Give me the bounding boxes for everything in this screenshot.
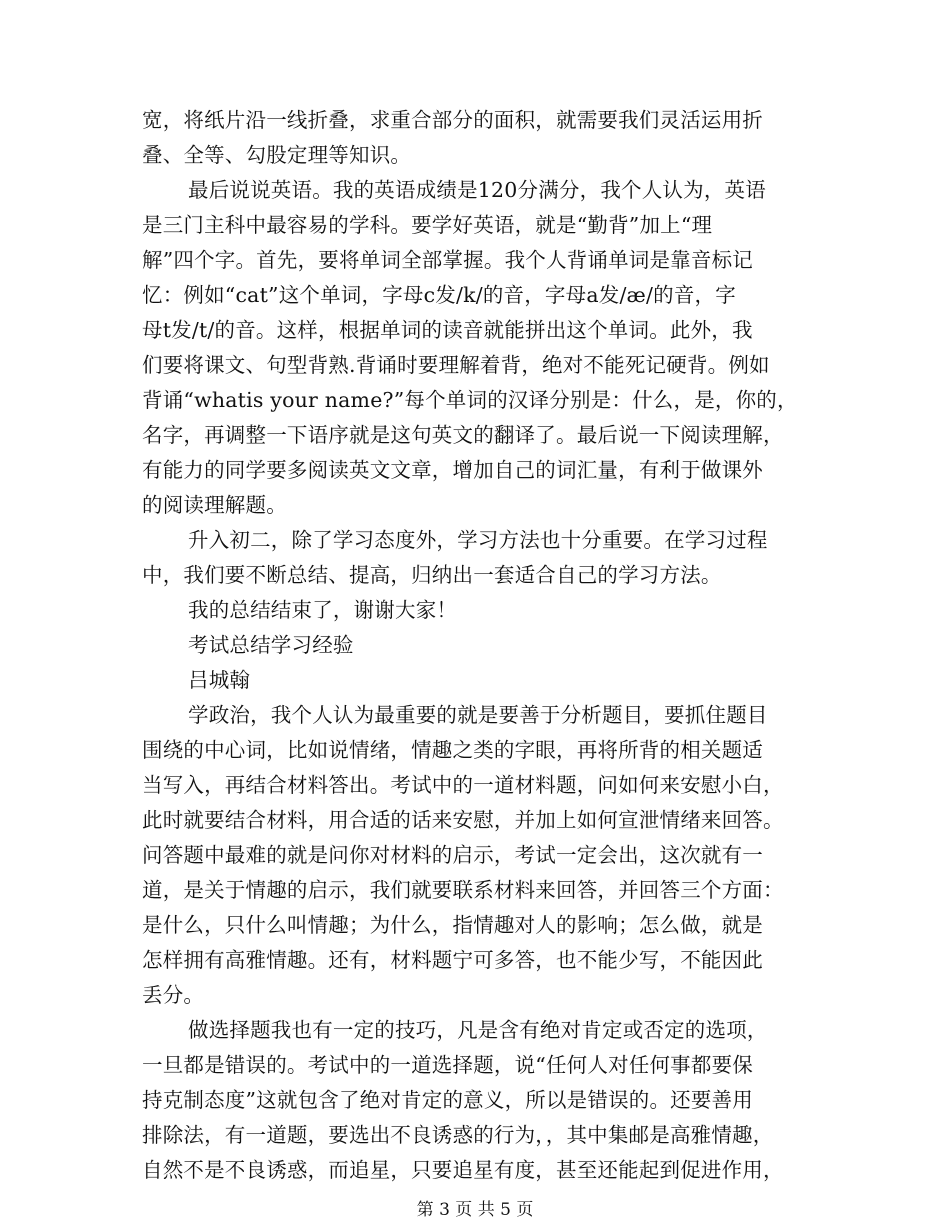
paragraph-start-line: 学政治，我个人认为最重要的就是要善于分析题目，要抓住题目 [188,703,768,727]
closing-line: 我的总结结束了，谢谢大家！ [188,598,458,622]
text-line: 自然不是不良诱惑，而追星，只要追星有度，甚至还能起到促进作用， [142,1158,784,1182]
text-line: 怎样拥有高雅情趣。还有，材料题宁可多答，也不能少写，不能因此 [142,948,763,972]
text-line: 忆：例如“cat”这个单词，字母c发/k/的音，字母a发/æ/的音，字 [142,283,736,307]
page-number-footer: 第 3 页 共 5 页 [416,1200,534,1220]
text-line: 丢分。 [142,983,205,1007]
text-line: 的阅读理解题。 [142,493,287,517]
text-line: 有能力的同学要多阅读英文文章，增加自己的词汇量，有利于做课外 [142,458,763,482]
text-line: 当写入，再结合材料答出。考试中的一道材料题，问如何来安慰小白， [142,773,784,797]
section-title: 考试总结学习经验 [188,633,354,657]
text-line: 道，是关于情趣的启示，我们就要联系材料来回答，并回答三个方面： [142,878,784,902]
text-line: 一旦都是错误的。考试中的一道选择题，说“任何人对任何事都要保 [142,1053,753,1077]
text-line: 中，我们要不断总结、提高，归纳出一套适合自己的学习方法。 [142,563,722,587]
text-line: 们要将课文、句型背熟.背诵时要理解着背，绝对不能死记硬背。例如 [142,353,770,377]
text-line: 是三门主科中最容易的学科。要学好英语，就是“勤背”加上“理 [142,213,713,237]
paragraph-start-line: 做选择题我也有一定的技巧，凡是含有绝对肯定或否定的选项， [188,1018,768,1042]
text-line: 持克制态度”这就包含了绝对肯定的意义，所以是错误的。还要善用 [142,1088,753,1112]
text-line: 问答题中最难的就是问你对材料的启示，考试一定会出，这次就有一 [142,843,763,867]
text-line: 背诵“whatis your name?”每个单词的汉译分别是：什么，是，你的， [142,388,798,412]
paragraph-start-line: 最后说说英语。我的英语成绩是120分满分，我个人认为，英语 [188,178,766,202]
text-line: 排除法，有一道题，要选出不良诱惑的行为，，其中集邮是高雅情趣， [142,1123,774,1147]
text-line: 叠、全等、勾股定理等知识。 [142,143,412,167]
text-line: 围绕的中心词，比如说情绪，情趣之类的字眼，再将所背的相关题适 [142,738,763,762]
text-line: 母t发/t/的音。这样，根据单词的读音就能拼出这个单词。此外，我 [142,318,753,342]
text-line: 宽，将纸片沿一线折叠，求重合部分的面积，就需要我们灵活运用折 [142,108,763,132]
author-name: 吕城翰 [188,668,251,692]
text-line: 名字，再调整一下语序就是这句英文的翻译了。最后说一下阅读理解， [142,423,784,447]
text-line: 是什么，只什么叫情趣；为什么，指情趣对人的影响；怎么做，就是 [142,913,763,937]
paragraph-start-line: 升入初二，除了学习态度外，学习方法也十分重要。在学习过程 [188,528,768,552]
text-line: 解”四个字。首先，要将单词全部掌握。我个人背诵单词是靠音标记 [142,248,753,272]
text-line: 此时就要结合材料，用合适的话来安慰，并加上如何宣泄情绪来回答。 [142,808,784,832]
